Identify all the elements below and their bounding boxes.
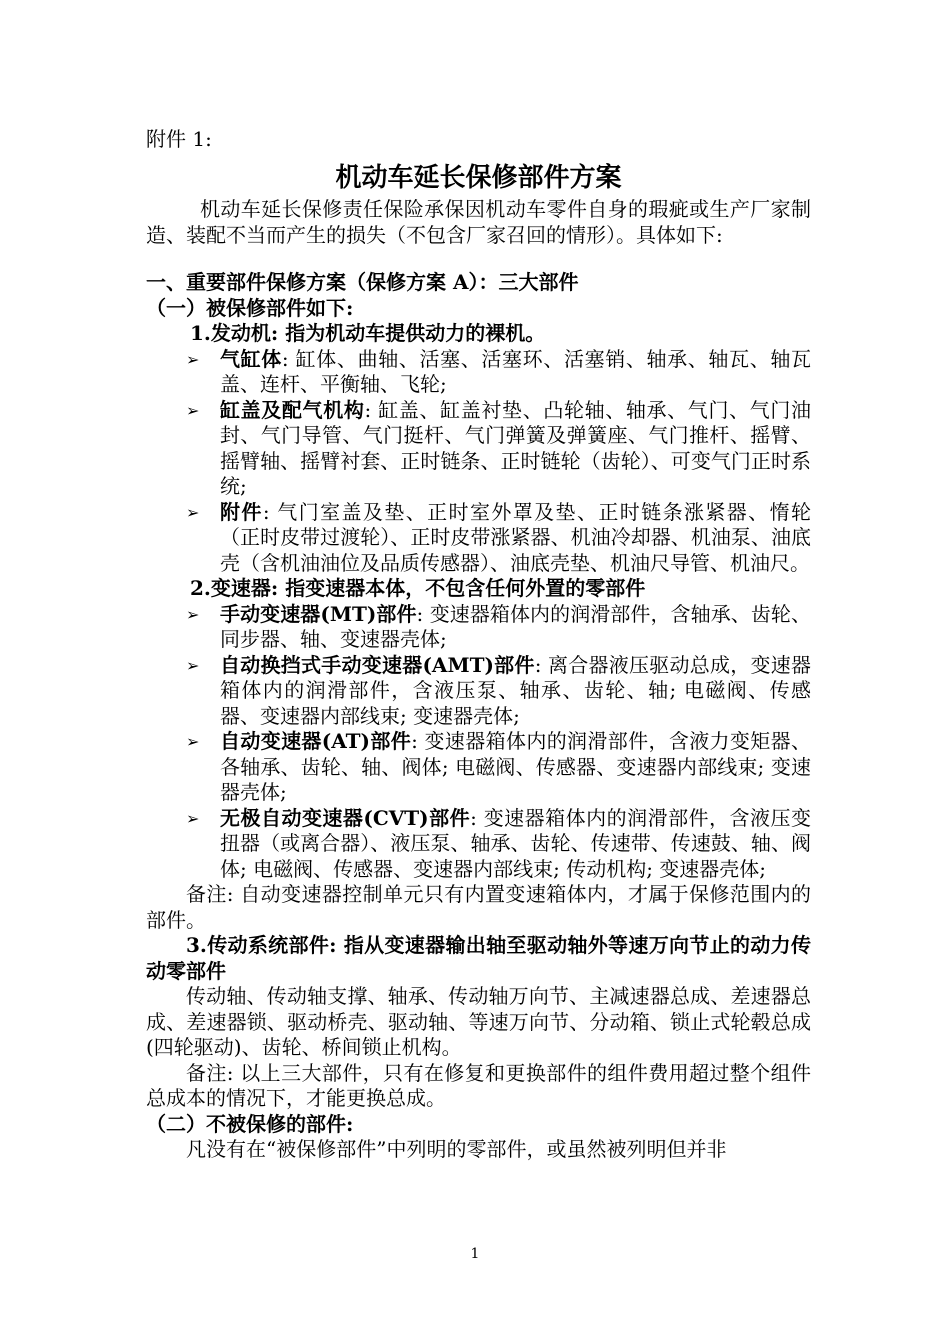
bullet-term: 自动变速器(AT)部件 (220, 729, 412, 753)
bullet-text: : 离合器液压驱动总成，变速器箱体内的润滑部件，含液压泵、轴承、齿轮、轴; 电磁阀、传感器、变速器内部线束; 变速器壳体; (220, 652, 811, 728)
attachment-label: 附件 1: (146, 127, 212, 151)
arrow-bullet-icon: ➢ (186, 349, 200, 369)
bullet-term: 附件 (220, 499, 263, 524)
transmission-bullet (146, 729, 811, 806)
bullet-text: : 缸体、曲轴、活塞、活塞环、活塞销、轴承、轴瓦、轴瓦盖、连杆、平衡轴、飞轮; (220, 346, 811, 396)
bullet-term: 自动换挡式手动变速器(AMT)部件 (220, 652, 535, 677)
engine-bullet (146, 347, 811, 398)
document-title: 机动车延长保修部件方案 (335, 163, 622, 193)
transmission-bullet (146, 806, 811, 883)
drivetrain-note: 备注: 以上三大部件，只有在修复和更换部件的组件费用超过整个组件总成本的情况下，才能更换总成。 (146, 1060, 811, 1110)
section-heading-1: 一、重要部件保修方案（保修方案 A）：三大部件 (146, 270, 579, 294)
bullet-text: : 缸盖、缸盖衬垫、凸轮轴、轴承、气门、气门油封、气门导管、气门挺杆、气门弹簧及弹簧座、气门推杆、摇臂、摇臂轴、摇臂衬套、正时链条、正时链轮（齿轮）、可变气门正时系统; (220, 397, 811, 498)
intro-paragraph: 机动车延长保修责任保险承保因机动车零件自身的瑕疵或生产厂家制造、装配不当而产生的损失（不包含厂家召回的情形）。具体如下: (146, 197, 811, 247)
bullet-term: 手动变速器(MT)部件 (220, 601, 417, 626)
bullet-term: 缸盖及配气机构 (220, 397, 365, 422)
engine-heading: 1.发动机: 指为机动车提供动力的裸机。 (190, 321, 546, 345)
arrow-bullet-icon: ➢ (186, 502, 200, 522)
arrow-bullet-icon: ➢ (186, 400, 200, 420)
arrow-bullet-icon: ➢ (186, 655, 200, 675)
bullet-term: 无极自动变速器(CVT)部件 (220, 805, 471, 830)
engine-bullet (146, 500, 811, 577)
bullet-text: : 变速器箱体内的润滑部件，含液力变矩器、各轴承、齿轮、轴、阀体; 电磁阀、传感器、变速器内部线束; 变速器壳体; (220, 729, 811, 804)
engine-bullet (146, 398, 811, 500)
transmission-note: 备注: 自动变速器控制单元只有内置变速箱体内，才属于保修范围内的部件。 (146, 882, 811, 932)
subsection-heading-2: （二）不被保修的部件: (146, 1111, 354, 1136)
document-body (146, 126, 811, 1163)
subsection-2-text: 凡没有在“被保修部件”中列明的零部件，或虽然被列明但并非 (186, 1137, 727, 1161)
subsection-heading-1: （一）被保修部件如下: (146, 295, 354, 320)
drivetrain-text: 传动轴、传动轴支撑、轴承、传动轴万向节、主减速器总成、差速器总成、差速器锁、驱动桥壳、驱动轴、等速万向节、分动箱、锁止式轮毂总成(四轮驱动)、齿轮、桥间锁止机构。 (146, 984, 811, 1059)
drivetrain-heading: 3.传动系统部件: 指从变速器输出轴至驱动轴外等速万向节止的动力传动零部件 (146, 933, 811, 983)
transmission-bullet (146, 653, 811, 730)
bullet-text: : 变速器箱体内的润滑部件，含轴承、齿轮、同步器、轴、变速器壳体; (220, 601, 811, 651)
transmission-bullet (146, 602, 811, 653)
arrow-bullet-icon: ➢ (186, 808, 200, 828)
transmission-heading: 2.变速器: 指变速器本体，不包含任何外置的零部件 (190, 576, 646, 600)
arrow-bullet-icon: ➢ (186, 732, 200, 751)
bullet-text: : 变速器箱体内的润滑部件，含液压变扭器（或离合器）、液压泵、轴承、齿轮、传速带、传速鼓、轴、阀体; 电磁阀、传感器、变速器内部线束; 传动机构; 变速器壳体; (220, 805, 811, 881)
arrow-bullet-icon: ➢ (186, 604, 200, 624)
bullet-term: 气缸体 (220, 346, 282, 371)
bullet-text: : 气门室盖及垫、正时室外罩及垫、正时链条涨紧器、惰轮（正时皮带过渡轮）、正时皮带涨紧器、机油冷却器、机油泵、油底壳（含机油油位及品质传感器）、油底壳垫、机油尺导管、机油尺。 (220, 499, 811, 575)
page-number: 1 (470, 1246, 480, 1262)
